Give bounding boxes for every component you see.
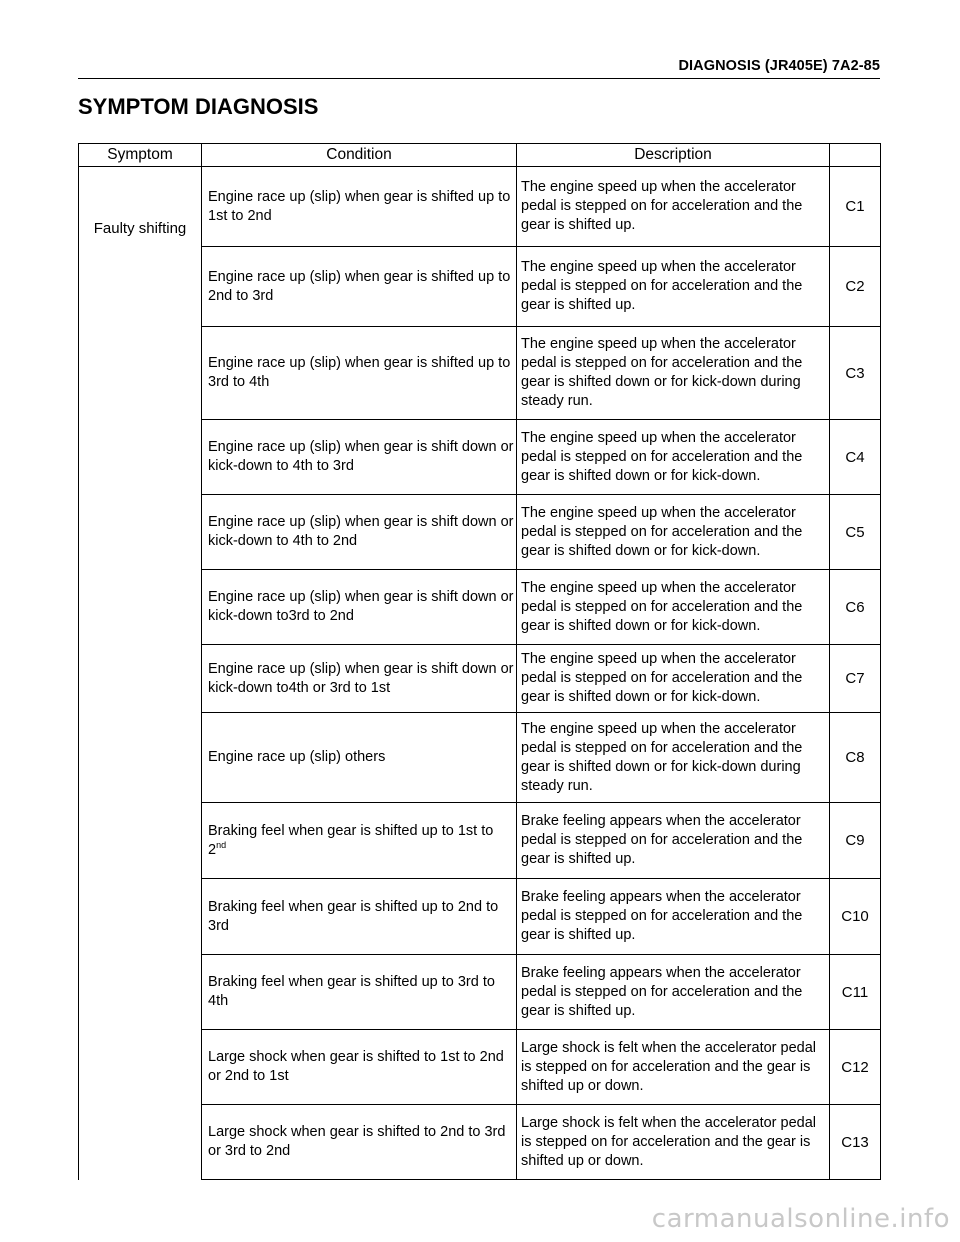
table-body xyxy=(79,167,881,1180)
description-cell: Brake feeling appears when the accelerator pedal is stepped on for acceleration and the gear is shifted up. xyxy=(517,955,830,1030)
column-header-symptom: Symptom xyxy=(79,144,202,167)
section-title: SYMPTOM DIAGNOSIS xyxy=(78,94,319,119)
description-cell: The engine speed up when the accelerator pedal is stepped on for acceleration and the gear is shifted down or for kick-down during steady run. xyxy=(517,713,830,803)
description-cell: Large shock is felt when the accelerator pedal is stepped on for acceleration and the gear is shifted up or down. xyxy=(517,1105,830,1180)
code-cell: C10 xyxy=(830,879,881,955)
description-cell: The engine speed up when the accelerator pedal is stepped on for acceleration and the gear is shifted down or for kick-down. xyxy=(517,570,830,645)
table-header-row xyxy=(79,144,881,167)
watermark-text: carmanualsonline.info xyxy=(651,1204,950,1234)
condition-cell: Engine race up (slip) when gear is shifted up to 2nd to 3rd xyxy=(202,247,517,327)
column-header-description: Description xyxy=(517,144,830,167)
code-cell: C6 xyxy=(830,570,881,645)
description-cell: Large shock is felt when the accelerator pedal is stepped on for acceleration and the gear is shifted up or down. xyxy=(517,1030,830,1105)
code-cell: C4 xyxy=(830,420,881,495)
table-row xyxy=(79,167,881,247)
condition-cell: Large shock when gear is shifted to 1st to 2nd or 2nd to 1st xyxy=(202,1030,517,1105)
condition-cell: Engine race up (slip) when gear is shifted up to 3rd to 4th xyxy=(202,327,517,420)
code-cell: C12 xyxy=(830,1030,881,1105)
symptom-cell: Faulty shifting xyxy=(79,167,202,1180)
condition-cell: Braking feel when gear is shifted up to 3rd to 4th xyxy=(202,955,517,1030)
condition-cell: Engine race up (slip) others xyxy=(202,713,517,803)
condition-cell: Engine race up (slip) when gear is shifted up to 1st to 2nd xyxy=(202,167,517,247)
description-cell: The engine speed up when the accelerator pedal is stepped on for acceleration and the gear is shifted up. xyxy=(517,247,830,327)
condition-cell: Engine race up (slip) when gear is shift down or kick-down to 4th to 3rd xyxy=(202,420,517,495)
condition-cell: Engine race up (slip) when gear is shift down or kick-down to4th or 3rd to 1st xyxy=(202,645,517,713)
description-cell: Brake feeling appears when the accelerator pedal is stepped on for acceleration and the gear is shifted up. xyxy=(517,879,830,955)
code-cell: C1 xyxy=(830,167,881,247)
column-header-condition: Condition xyxy=(202,144,517,167)
page-header: DIAGNOSIS (JR405E) 7A2-85 xyxy=(78,56,880,79)
code-cell: C2 xyxy=(830,247,881,327)
condition-cell: Engine race up (slip) when gear is shift down or kick-down to 4th to 2nd xyxy=(202,495,517,570)
code-cell: C11 xyxy=(830,955,881,1030)
description-cell: The engine speed up when the accelerator pedal is stepped on for acceleration and the gear is shifted down or for kick-down. xyxy=(517,645,830,713)
description-cell: The engine speed up when the accelerator pedal is stepped on for acceleration and the gear is shifted down or for kick-down. xyxy=(517,420,830,495)
code-cell: C8 xyxy=(830,713,881,803)
condition-cell: Large shock when gear is shifted to 2nd to 3rd or 3rd to 2nd xyxy=(202,1105,517,1180)
code-cell: C9 xyxy=(830,803,881,879)
description-cell: The engine speed up when the accelerator pedal is stepped on for acceleration and the gear is shifted down or for kick-down. xyxy=(517,495,830,570)
condition-cell: Braking feel when gear is shifted up to 2nd to 3rd xyxy=(202,879,517,955)
symptom-diagnosis-table xyxy=(78,143,881,1180)
code-cell: C3 xyxy=(830,327,881,420)
code-cell: C7 xyxy=(830,645,881,713)
condition-cell xyxy=(202,803,517,879)
condition-text: Braking feel when gear is shifted up to 1st to 2 xyxy=(208,822,494,858)
code-cell: C13 xyxy=(830,1105,881,1180)
description-cell: The engine speed up when the accelerator pedal is stepped on for acceleration and the gear is shifted down or for kick-down during steady run. xyxy=(517,327,830,420)
column-header-code xyxy=(830,144,881,167)
description-cell: Brake feeling appears when the accelerator pedal is stepped on for acceleration and the gear is shifted up. xyxy=(517,803,830,879)
ordinal-superscript: nd xyxy=(216,839,227,850)
code-cell: C5 xyxy=(830,495,881,570)
description-cell: The engine speed up when the accelerator pedal is stepped on for acceleration and the gear is shifted up. xyxy=(517,167,830,247)
condition-cell: Engine race up (slip) when gear is shift down or kick-down to3rd to 2nd xyxy=(202,570,517,645)
